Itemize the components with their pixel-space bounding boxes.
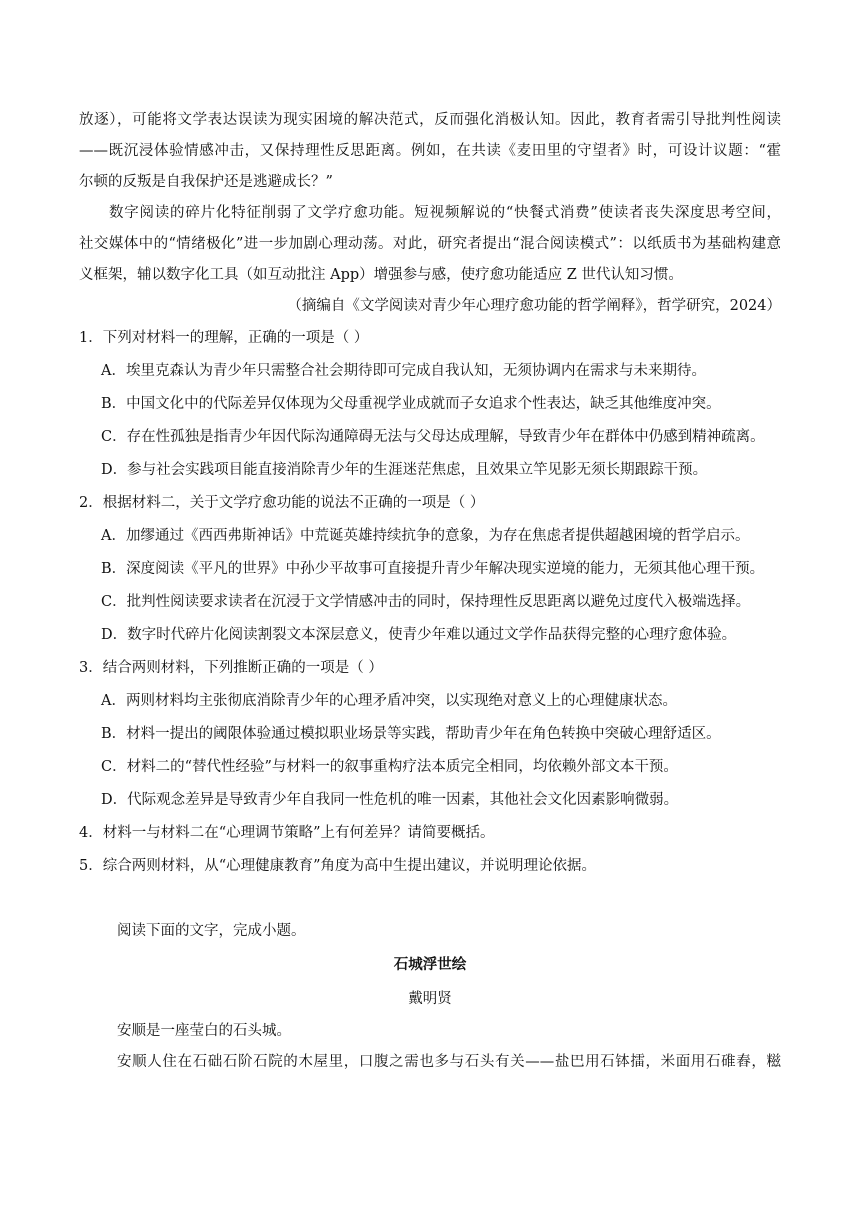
text-line: 安顺是一座莹白的石头城。 [117, 1023, 291, 1039]
reading-instruction: 阅读下面的文字，完成小题。 [117, 923, 306, 939]
text-line: 放逐），可能将文学表达误读为现实困境的解决范式，反而强化消极认知。因此，教育者需引导批判性阅读 [79, 112, 781, 128]
option-d: D．代际观念差异是导致青少年自我同一性危机的唯一因素，其他社会文化因素影响微弱。 [101, 792, 679, 808]
option-c: C．材料二的“替代性经验”与材料一的叙事重构疗法本质完全相同，均依赖外部文本干预。 [101, 759, 678, 775]
question-stem: 2．根据材料二，关于文学疗愈功能的说法不正确的一项是（ ） [79, 495, 485, 511]
option-b: B．材料一提出的阈限体验通过模拟职业场景等实践，帮助青少年在角色转换中突破心理舒适区。 [101, 726, 721, 742]
option-a: A．加缪通过《西西弗斯神话》中荒诞英雄持续抗争的意象，为存在焦虑者提供超越困境的哲学启示。 [101, 528, 750, 544]
question-1 [79, 322, 781, 487]
option-d: D．参与社会实践项目能直接消除青少年的生涯迷茫焦虑，且效果立竿见影无须长期跟踪干预。 [101, 462, 708, 478]
question-4: 4．材料一与材料二在“心理调节策略”上有何差异？请简要概括。 [79, 825, 495, 841]
source-citation: （摘编自《文学阅读对青少年心理疗愈功能的哲学阐释》，哲学研究，2024） [287, 298, 781, 314]
question-stem: 1．下列对材料一的理解，正确的一项是（ ） [79, 330, 369, 346]
option-a: A．埃里克森认为青少年只需整合社会期待即可完成自我认知，无须协调内在需求与未来期待。 [101, 363, 706, 379]
article-title: 石城浮世绘 [393, 956, 467, 973]
question-2 [79, 487, 781, 652]
question-3 [79, 652, 781, 817]
text-line: ——既沉浸体验情感冲击，又保持理性反思距离。例如，在共读《麦田里的守望者》时，可设计议题：“霍 [79, 143, 781, 159]
option-c: C．存在性孤独是指青少年因代际沟通障碍无法与父母达成理解，导致青少年在群体中仍感到精神疏离。 [101, 429, 765, 445]
spacer [79, 883, 781, 915]
text-line: 数字阅读的碎片化特征削弱了文学疗愈功能。短视频解说的“快餐式消费”使读者丧失深度思考空间， [109, 205, 781, 221]
option-a: A．两则材料均主张彻底消除青少年的心理矛盾冲突，以实现绝对意义上的心理健康状态。 [101, 693, 677, 709]
option-d: D．数字时代碎片化阅读割裂文本深层意义，使青少年难以通过文学作品获得完整的心理疗愈体验。 [101, 627, 737, 643]
text-line: 义框架，辅以数字化工具（如互动批注 App）增强参与感，使疗愈功能适应 Z 世代认知习惯。 [79, 267, 683, 283]
option-b: B．中国文化中的代际差异仅体现为父母重视学业成就而子女追求个性表达，缺乏其他维度冲突。 [101, 396, 721, 412]
option-b: B．深度阅读《平凡的世界》中孙少平故事可直接提升青少年解决现实逆境的能力，无须其他心理干预。 [101, 561, 765, 577]
question-stem: 3．结合两则材料，下列推断正确的一项是（ ） [79, 660, 383, 676]
article-author: 戴明贤 [408, 991, 452, 1007]
text-line: 安顺人住在石础石阶石院的木屋里，口腹之需也多与石头有关——盐巴用石钵擂，米面用石碓舂，糍 [117, 1054, 781, 1070]
document-page [79, 105, 781, 1078]
option-c: C．批判性阅读要求读者在沉浸于文学情感冲击的同时，保持理性反思距离以避免过度代入极端选择。 [101, 594, 751, 610]
question-5: 5．综合两则材料，从“心理健康教育”角度为高中生提出建议，并说明理论依据。 [79, 858, 597, 874]
text-line: 社交媒体中的“情绪极化”进一步加剧心理动荡。对此，研究者提出“混合阅读模式”：以纸质书为基础构建意 [79, 236, 781, 252]
text-line: 尔顿的反叛是自我保护还是逃避成长？” [79, 174, 333, 190]
